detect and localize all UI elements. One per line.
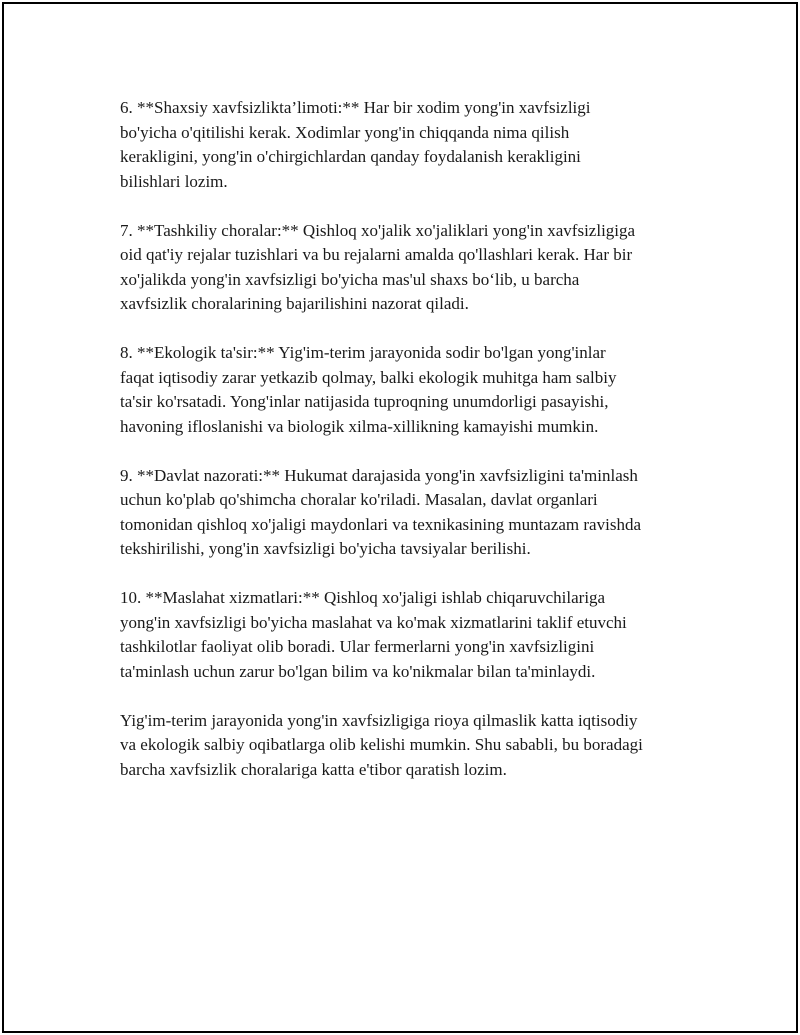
- text-line: 6. **Shaxsiy xavfsizlikta’limoti:** Har bir xodim yong'in xavfsizligi: [120, 98, 591, 117]
- text-line: ta'minlash uchun zarur bo'lgan bilim va ko'nikmalar bilan ta'minlaydi.: [120, 661, 596, 681]
- text-line: 9. **Davlat nazorati:** Hukumat darajasida yong'in xavfsizligini ta'minlash: [120, 465, 638, 485]
- text-line: barcha xavfsizlik choralariga katta e'tibor qaratish lozim.: [120, 759, 507, 779]
- text-line: ta'sir ko'rsatadi. Yong'inlar natijasida tuproqning unumdorligi pasayishi,: [120, 392, 609, 411]
- text-line: va ekologik salbiy oqibatlarga olib kelishi mumkin. Shu sababli, bu boradagi: [120, 735, 643, 754]
- text-line: bilishlari lozim.: [120, 171, 228, 191]
- text-line: tomonidan qishloq xo'jaligi maydonlari va texnikasining muntazam ravishda: [120, 514, 641, 534]
- text-line: yong'in xavfsizligi bo'yicha maslahat va ko'mak xizmatlarini taklif etuvchi: [120, 612, 627, 632]
- paragraph-ecological-impact: [120, 341, 700, 439]
- text-line: Yig'im-terim jarayonida yong'in xavfsizligiga rioya qilmaslik katta iqtisodiy: [120, 710, 638, 730]
- paragraph-state-control: [120, 464, 700, 562]
- page-frame: [2, 2, 798, 1033]
- paragraph-advisory-services: [120, 586, 700, 684]
- text-line: oid qat'iy rejalar tuzishlari va bu rejalarni amalda qo'llashlari kerak. Har bir: [120, 245, 633, 264]
- text-line: 8. **Ekologik ta'sir:** Yig'im-terim jarayonida sodir bo'lgan yong'inlar: [120, 343, 606, 362]
- text-line: xavfsizlik choralarining bajarilishini nazorat qiladi.: [120, 294, 469, 313]
- text-line: tekshirilishi, yong'in xavfsizligi bo'yicha tavsiyalar berilishi.: [120, 539, 531, 558]
- text-line: havoning ifloslanishi va biologik xilma-xillikning kamayishi mumkin.: [120, 416, 599, 436]
- text-line: 7. **Tashkiliy choralar:** Qishloq xo'jalik xo'jaliklari yong'in xavfsizligiga: [120, 220, 636, 240]
- document-body: [120, 96, 700, 807]
- text-line: 10. **Maslahat xizmatlari:** Qishloq xo'jaligi ishlab chiqaruvchilariga: [120, 588, 606, 607]
- paragraph-organizational-measures: [120, 219, 700, 317]
- text-line: bo'yicha o'qitilishi kerak. Xodimlar yong'in chiqqanda nima qilish: [120, 122, 570, 142]
- text-line: uchun ko'plab qo'shimcha choralar ko'riladi. Masalan, davlat organlari: [120, 490, 598, 509]
- paragraph-personal-safety-training: [120, 96, 700, 194]
- text-line: faqat iqtisodiy zarar yetkazib qolmay, balki ekologik muhitga ham salbiy: [120, 367, 617, 387]
- text-line: xo'jalikda yong'in xavfsizligi bo'yicha mas'ul shaxs bo‘lib, u barcha: [120, 269, 580, 289]
- paragraph-conclusion: [120, 709, 700, 783]
- text-line: kerakligini, yong'in o'chirgichlardan qanday foydalanish kerakligini: [120, 147, 581, 166]
- text-line: tashkilotlar faoliyat olib boradi. Ular fermerlarni yong'in xavfsizligini: [120, 637, 595, 656]
